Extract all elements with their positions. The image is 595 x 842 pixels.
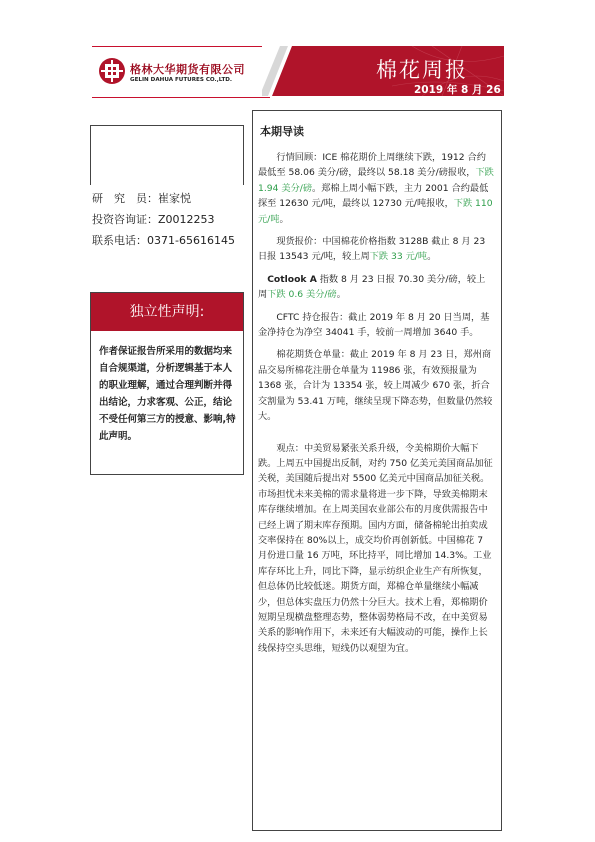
main-content — [258, 150, 494, 663]
company-name-en: GELIN DAHUA FUTURES CO.,LTD. — [130, 77, 233, 83]
declaration-title: 独立性声明: — [91, 293, 243, 331]
warehouse-receipt-paragraph: 棉花期货仓单量：截止 2019 年 8 月 23 日，郑州商品交易所棉花注册仓单量为 11986 张，有效预报量为 1368 张，合计为 13354 张，较上周减少 670 张，折合交割量为 53.41 万吨，继续呈现下降态势，但数量仍然较大。 — [258, 349, 493, 423]
ice-change: 下跌 1.94 美分/磅 — [258, 167, 494, 194]
report-title: 棉花周报 — [376, 58, 468, 82]
cotlook-text: 指数 8 月 23 日报 70.30 美分/磅，较上周 — [258, 273, 486, 301]
market-review-text: 行情回顾：ICE 棉花期价上周继续下跌，1912 合约最低至 58.06 美分/磅，最终以 58.18 美分/磅报收， — [258, 152, 486, 179]
company-logo-icon — [98, 57, 126, 85]
analyst-name: 研 究 员：崔家悦 — [92, 192, 191, 205]
market-review-text-3: 。 — [279, 213, 289, 225]
zce-change: 下跌 110 元/吨 — [258, 198, 493, 225]
company-logo — [92, 46, 270, 98]
cotlook-text-2: 。 — [336, 289, 346, 301]
spot-change: 下跌 33 元/吨 — [369, 251, 428, 263]
spot-price-text-2: 。 — [427, 251, 437, 263]
analyst-phone: 联系电话：0371-65616145 — [92, 234, 235, 247]
analyst-info — [92, 188, 235, 251]
analyst-certificate: 投资咨询证：Z0012253 — [92, 213, 215, 226]
declaration-box — [90, 292, 244, 475]
company-name-cn: 格林大华期货有限公司 — [130, 63, 245, 76]
left-info-frame — [90, 125, 244, 185]
market-review-text-2: 。郑棉上周小幅下跌，主力 2001 合约最低探至 12630 元/吨，最终以 12730 元/吨报收， — [258, 182, 489, 210]
spot-price-text: 现货报价：中国棉花价格指数 3128B 截止 8 月 23 日报 13543 元/吨，较上周 — [258, 236, 486, 263]
cotlook-label: Cotlook A — [267, 273, 317, 285]
report-date: 2019 年 8 月 26 日 — [414, 84, 515, 96]
market-review-paragraph — [258, 150, 494, 227]
declaration-body: 作者保证报告所采用的数据均来自合规渠道，分析逻辑基于本人的职业理解，通过合理判断并得出结论，力求客观、公正，结论不受任何第三方的授意、影响,特此声明。 — [99, 346, 236, 442]
cftc-paragraph: CFTC 持仓报告：截止 2019 年 8 月 20 日当周，基金净持仓为净空 34041 手，较前一周增加 3640 手。 — [258, 311, 490, 339]
spot-price-paragraph — [258, 234, 494, 265]
section-title: 本期导读 — [260, 125, 304, 138]
report-header — [92, 46, 515, 96]
cotlook-change: 下跌 0.6 美分/磅 — [267, 289, 337, 301]
cotlook-paragraph — [258, 272, 494, 303]
viewpoint-paragraph: 观点：中美贸易紧张关系升级，令美棉期价大幅下跌。上周五中国提出反制，对约 750 亿美元美国商品加征关税，美国随后提出对 5500 亿美元中国商品加征关税。市场担忧未来美棉的需求量将进一步下降，导致美棉期末库存继续增加。在上周美国农业部公布的月度供需报告中已经上调了期末库存预期。国内方面，储备棉轮出拍卖成交率保持在 80%以上，成交均价再创新低。中国棉花 7 月份进口量 16 万吨，环比持平，同比增加 14.3%。工业库存环比上升，同比下降，显示纺织企业生产有所恢复，但总体仍比较低迷。期货方面，郑棉仓单量继续小幅减少，但总体实盘压力仍然十分巨大。技术上看，郑棉期价短期呈现横盘整理态势，整体弱势格局不改，在中美贸易关系的影响作用下，未来还有大幅波动的可能，操作上长线保持空头思维，短线仍以观望为宜。 — [258, 442, 493, 654]
